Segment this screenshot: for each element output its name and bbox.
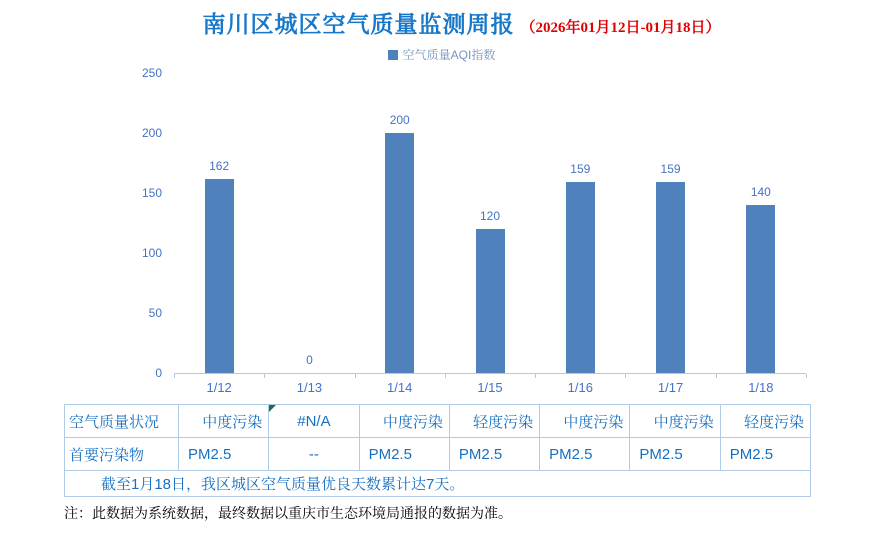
table-cell: 中度污染 [540, 405, 630, 438]
summary-text: 截至1月18日，我区城区空气质量优良天数累计达7天。 [65, 471, 811, 497]
x-axis-category-label: 1/12 [206, 380, 232, 395]
aqi-bar [205, 179, 234, 373]
table-cell: 轻度污染 [720, 405, 810, 438]
bar-value-label: 159 [660, 162, 681, 177]
x-axis-category-label: 1/18 [748, 380, 774, 395]
table-cell: PM2.5 [179, 438, 269, 471]
x-axis-tick [445, 374, 446, 378]
report-date-range: （2026年01月12日-01月18日） [520, 20, 721, 36]
table-cell: 中度污染 [630, 405, 720, 438]
row-header-cell: 空气质量状况 [65, 405, 179, 438]
aqi-bar [385, 133, 414, 373]
aqi-bar [476, 229, 505, 373]
x-axis-category-label: 1/15 [477, 380, 503, 395]
x-axis-category-label: 1/13 [296, 380, 323, 395]
x-axis-category-label: 1/16 [567, 380, 593, 395]
x-axis-tick [806, 374, 807, 378]
bar-value-label: 120 [479, 209, 501, 223]
y-axis-tick-label: 100 [141, 246, 162, 260]
table-summary-row [65, 471, 811, 497]
bar-value-label: 162 [209, 158, 230, 173]
table-cell: PM2.5 [630, 438, 720, 471]
bar-value-label: 0 [306, 353, 313, 367]
table-cell: 中度污染 [359, 405, 449, 438]
table-cell: PM2.5 [449, 438, 539, 471]
y-axis-tick-label: 50 [148, 306, 162, 320]
x-axis-category-label: 1/14 [387, 380, 413, 395]
x-axis-tick [264, 374, 265, 378]
table-cell: PM2.5 [540, 438, 630, 471]
bar-value-label: 159 [570, 162, 591, 177]
x-axis-tick [355, 374, 356, 378]
y-axis-tick-label: 250 [141, 66, 162, 80]
row-header-cell: 首要污染物 [65, 438, 179, 471]
table-cell: 轻度污染 [449, 405, 539, 438]
aqi-bar [746, 205, 775, 373]
x-axis-line [174, 373, 806, 374]
table-row [65, 405, 811, 438]
aqi-bar [656, 182, 685, 373]
x-axis-category-label: 1/17 [657, 380, 684, 395]
table-row [65, 438, 811, 471]
y-axis-tick-label: 150 [141, 186, 162, 200]
cell-error-indicator-icon [269, 405, 276, 412]
x-axis-tick [716, 374, 717, 378]
y-axis-tick-label: 200 [141, 126, 162, 140]
x-axis-tick [535, 374, 536, 378]
y-axis-tick-label: 0 [155, 366, 162, 380]
aqi-bar [566, 182, 595, 373]
x-axis-tick [174, 374, 175, 378]
table-cell: -- [269, 438, 359, 471]
air-quality-table [64, 404, 811, 497]
table-cell: PM2.5 [720, 438, 810, 471]
bar-value-label: 200 [389, 113, 410, 127]
x-axis-tick [625, 374, 626, 378]
table-cell: PM2.5 [359, 438, 449, 471]
bar-value-label: 140 [750, 185, 771, 199]
report-title: 南川区城区空气质量监测周报 [202, 12, 515, 37]
legend-series-label: 空气质量AQI指数 [402, 48, 496, 62]
footnote: 注：此数据为系统数据，最终数据以重庆市生态环境局通报的数据为准。 [64, 505, 512, 521]
table-cell: 中度污染 [179, 405, 269, 438]
table-cell: #N/A [269, 405, 359, 438]
